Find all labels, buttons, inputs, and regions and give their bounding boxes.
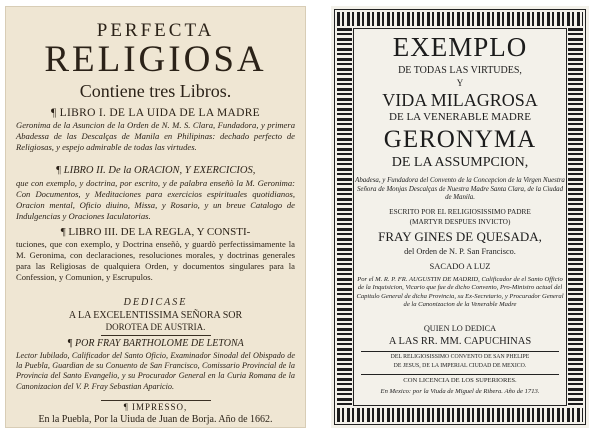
right-title-line-4: DE LA VENERABLE MADRE [389, 111, 531, 123]
right-dedication: A LAS RR. MM. CAPUCHINAS [388, 336, 532, 347]
right-quien-lo-dedica: QUIEN LO DEDICA [423, 324, 497, 333]
left-dedication-line-2: DOROTEA DE AUSTRIA. [105, 322, 206, 332]
right-rule [361, 351, 559, 352]
left-author-text: Lector Iubilado, Calificador del Santo Oficio, Examinador Sinodal del Obispado de la Puebla, Guardian de su Conuento de San Francisco, Comissario Provincial de la Provincia del Santo Evangelio, y su Procurador General en la Curia Romana de la Canonizacion del V. P. Fray Sebastian Aparicio. [16, 351, 295, 391]
right-title-line-6: DE LA ASSUMPCION, [391, 155, 529, 170]
right-escrito: ESCRITO POR EL RELIGIOSISSIMO PADRE [389, 207, 531, 216]
right-title-line-2: DE TODAS LAS VIRTUDES, [398, 65, 522, 76]
left-author-heading: ¶ POR FRAY BARTHOLOME DE LETONA [67, 338, 244, 349]
right-author: FRAY GINES DE QUESADA, [378, 229, 542, 244]
left-impresso: ¶ IMPRESSO, [123, 402, 188, 412]
right-licencia: CON LICENCIA DE LOS SUPERIORES. [403, 377, 517, 384]
right-imprint: En Mexico: por la Viuda de Miguel de Ribera. Año de 1713. [380, 388, 540, 395]
left-separator-rule [101, 335, 211, 336]
left-dedicase: DEDICASE [123, 297, 188, 308]
left-libro1-text: Geronima de la Asuncion de la Orden de N. M. S. Clara, Fundadora, y primera Abadessa de las Descalças de Manila en Philipinas: dechado perfecto de Religiosas, y espejo admirable de todas las virtudes. [16, 120, 295, 152]
right-orden: del Orden de N. P. San Francisco. [404, 247, 516, 256]
left-title-line-2: RELIGIOSA [44, 39, 267, 80]
left-libro3-text: tuciones, que con exemplo, y Doctrina enseñò, y guardò perfectissimamente la M. Geronima, con declaraciones, resoluciones morales, y doctrinas generales para las Religiosas de qualquiera Orden, y documentos singulares para la Confession, y Comunion, y Escrupulos. [16, 239, 295, 282]
left-libro3-heading: ¶ LIBRO III. DE LA REGLA, Y CONSTI- [60, 226, 251, 238]
left-title-page [5, 6, 306, 428]
right-title-page [331, 6, 589, 428]
right-convent-line-1: DEL RELIGIOSISSIMO CONVENTO DE SAN PHELIPE [390, 354, 530, 360]
right-title-line-3: VIDA MILAGROSA [382, 90, 538, 110]
right-title-line-5: GERONYMA [383, 126, 537, 153]
left-dedication-line-1: A LA EXCELENTISSIMA SEÑORA SOR [68, 310, 243, 321]
right-border-band [568, 28, 583, 406]
right-description: Abadesa, y Fundadora del Convento de la Concepcion de la Virgen Nuestra Señora de Monjas Descalças de Nuestra Madre Santa Clara, de la Ciudad de Manila. [355, 177, 565, 202]
left-title-line-3: Contiene tres Libros. [79, 81, 232, 101]
left-title-line-1: PERFECTA [96, 20, 215, 41]
left-libro2-heading: ¶ LIBRO II. De la ORACION, Y EXERCICIOS, [55, 165, 256, 176]
left-libro1-heading: ¶ LIBRO I. DE LA UIDA DE LA MADRE [50, 107, 260, 119]
top-border-band [337, 12, 583, 26]
right-title-line-1: EXEMPLO [392, 32, 528, 62]
bottom-border-band [337, 408, 583, 422]
right-sacado: SACADO A LUZ [429, 261, 491, 271]
right-title-y: Y [456, 78, 464, 88]
right-martyr: (MARTYR DESPUES INVICTO) [409, 217, 511, 226]
right-editor-text: Por el M. R. P. FR. AUGUSTIN DE MADRID, Calificador de el Santo Officio de la Inquisicion, Vicario que fue de dicho Convento, Pro-Ministro actual del Capitulo General de dicha Provincia, su Ex-Secretario, y Procurador General de la Canonizacion de la Venerable Madre [356, 276, 564, 308]
left-border-band [337, 28, 352, 406]
left-imprint: En la Puebla, Por la Uiuda de Juan de Borja. Año de 1662. [38, 414, 273, 425]
left-libro2-text: que con exemplo, y doctrina, por escrito, y de palabra enseñò la M. Geronima: Con Documentos, y Meditaciones para exercicios espirituales quotidianos, Oracion mental, Oficio diuino, Missa, y Rosario, y un breue Catalogo de Indulgencias y Oraciones Iaculatorias. [16, 178, 295, 221]
right-convent-line-2: DE JESUS, DE LA IMPERIAL CIUDAD DE MEXICO. [393, 363, 527, 369]
right-rule-2 [361, 374, 559, 375]
left-separator-rule-2 [101, 400, 211, 401]
